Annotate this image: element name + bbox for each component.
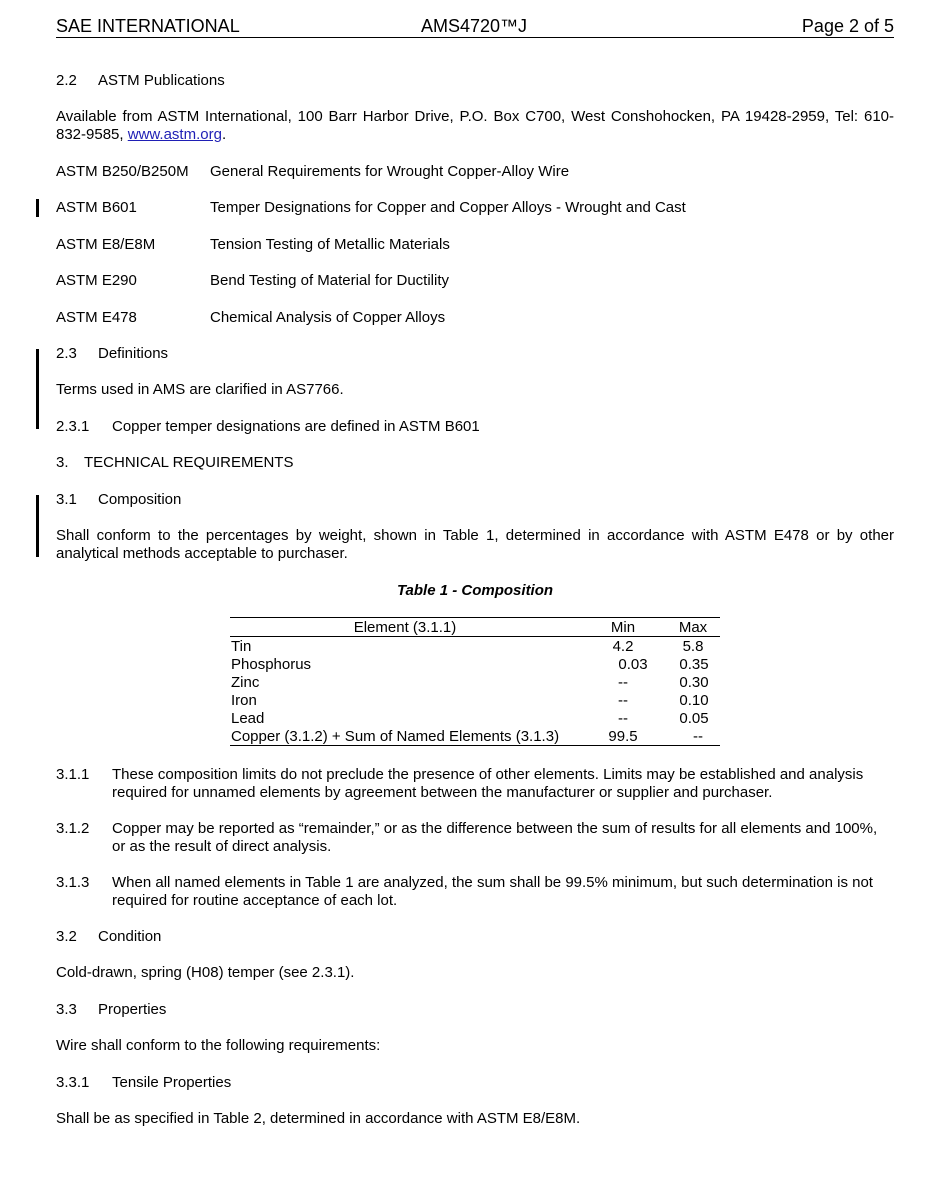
cell-element: Phosphorus (231, 656, 312, 673)
section-2-3-number: 2.3 (56, 345, 77, 362)
section-2-3-1-text: Copper temper designations are defined in ASTM B601 (112, 418, 480, 435)
section-3-1-2-text: Copper may be reported as “remainder,” or as the difference between the sum of results for all elements and 100%, or as the result of direct analysis. (112, 820, 878, 855)
cell-max: 0.10 (679, 692, 709, 709)
section-2-2-number: 2.2 (56, 72, 77, 89)
section-3-1-1-text: These composition limits do not preclude the presence of other elements. Limits may be established and analysis required for unnamed elements by agreement between the manufacturer or supplier and purchaser. (112, 766, 864, 801)
header-doc-number: AMS4720™J (421, 16, 528, 36)
ref-title: Bend Testing of Material for Ductility (210, 272, 449, 289)
condition-text: Cold-drawn, spring (H08) temper (see 2.3.1). (56, 964, 355, 981)
cell-min: -- (618, 710, 628, 727)
definitions-text: Terms used in AMS are clarified in AS7766. (56, 381, 344, 398)
header-org: SAE INTERNATIONAL (56, 16, 240, 36)
change-bar (36, 199, 39, 217)
composition-text: Shall conform to the percentages by weight, shown in Table 1, determined in accordance with ASTM E478 or by other analytical methods acceptable to purchaser. (56, 527, 894, 562)
ref-code: ASTM B601 (56, 199, 137, 216)
table-header-rule (230, 636, 720, 637)
table-top-rule (230, 617, 720, 618)
ref-title: Chemical Analysis of Copper Alloys (210, 309, 446, 326)
section-3-2-number: 3.2 (56, 928, 77, 945)
section-2-2-title: ASTM Publications (98, 72, 225, 89)
properties-text: Wire shall conform to the following requirements: (56, 1037, 381, 1054)
cell-min: -- (618, 692, 628, 709)
section-3-3-1-number: 3.3.1 (56, 1074, 90, 1091)
ref-title: Tension Testing of Metallic Materials (210, 236, 450, 253)
change-bar (36, 495, 39, 557)
cell-max: 0.30 (679, 674, 709, 691)
table-1-caption: Table 1 - Composition (396, 582, 554, 599)
cell-max: -- (693, 728, 703, 745)
header-max: Max (678, 619, 708, 636)
section-3-number: 3. (56, 454, 69, 471)
page-header (56, 17, 894, 38)
cell-min: 0.03 (618, 656, 648, 673)
availability-text: Available from ASTM International, 100 Barr Harbor Drive, P.O. Box C700, West Conshohocken, PA 19428-2959, Tel: 610-832-9585, (56, 108, 894, 143)
cell-min: -- (618, 674, 628, 691)
section-3-1-title: Composition (98, 491, 182, 508)
section-2-3-title: Definitions (98, 345, 169, 362)
section-3-title: TECHNICAL REQUIREMENTS (84, 454, 294, 471)
table-bottom-rule (230, 745, 720, 746)
section-3-1-3-text: When all named elements in Table 1 are analyzed, the sum shall be 99.5% minimum, but such determination is not required for routine acceptance of each lot. (112, 874, 873, 909)
cell-element: Copper (3.1.2) + Sum of Named Elements (3.1.3) (231, 728, 560, 745)
section-3-3-title: Properties (98, 1001, 167, 1018)
cell-min: 4.2 (612, 638, 634, 655)
section-3-2-title: Condition (98, 928, 162, 945)
ref-title: Temper Designations for Copper and Copper Alloys - Wrought and Cast (210, 199, 686, 216)
availability-period: . (221, 126, 227, 143)
ref-code: ASTM E8/E8M (56, 236, 156, 253)
astm-availability-paragraph (56, 108, 894, 144)
section-3-1-number: 3.1 (56, 491, 77, 508)
cell-max: 5.8 (682, 638, 704, 655)
cell-max: 0.35 (679, 656, 709, 673)
section-3-3-1-title: Tensile Properties (112, 1074, 232, 1091)
section-3-1-1-number: 3.1.1 (56, 766, 90, 783)
section-2-3-1-number: 2.3.1 (56, 418, 90, 435)
tensile-properties-text: Shall be as specified in Table 2, determined in accordance with ASTM E8/E8M. (56, 1110, 581, 1127)
cell-element: Lead (231, 710, 265, 727)
cell-element: Zinc (231, 674, 260, 691)
cell-max: 0.05 (679, 710, 709, 727)
ref-code: ASTM E290 (56, 272, 137, 289)
section-3-1-3-number: 3.1.3 (56, 874, 90, 891)
ref-code: ASTM E478 (56, 309, 137, 326)
header-min: Min (610, 619, 636, 636)
cell-min: 99.5 (608, 728, 638, 745)
change-bar (36, 349, 39, 429)
ref-title: General Requirements for Wrought Copper-Alloy Wire (210, 163, 570, 180)
astm-website-link[interactable]: www.astm.org (127, 126, 222, 143)
header-page-number: Page 2 of 5 (801, 16, 894, 36)
section-3-3-number: 3.3 (56, 1001, 77, 1018)
header-element: Element (3.1.1) (353, 619, 457, 636)
cell-element: Iron (231, 692, 257, 709)
ref-code: ASTM B250/B250M (56, 163, 189, 180)
section-3-1-2-number: 3.1.2 (56, 820, 90, 837)
cell-element: Tin (231, 638, 252, 655)
